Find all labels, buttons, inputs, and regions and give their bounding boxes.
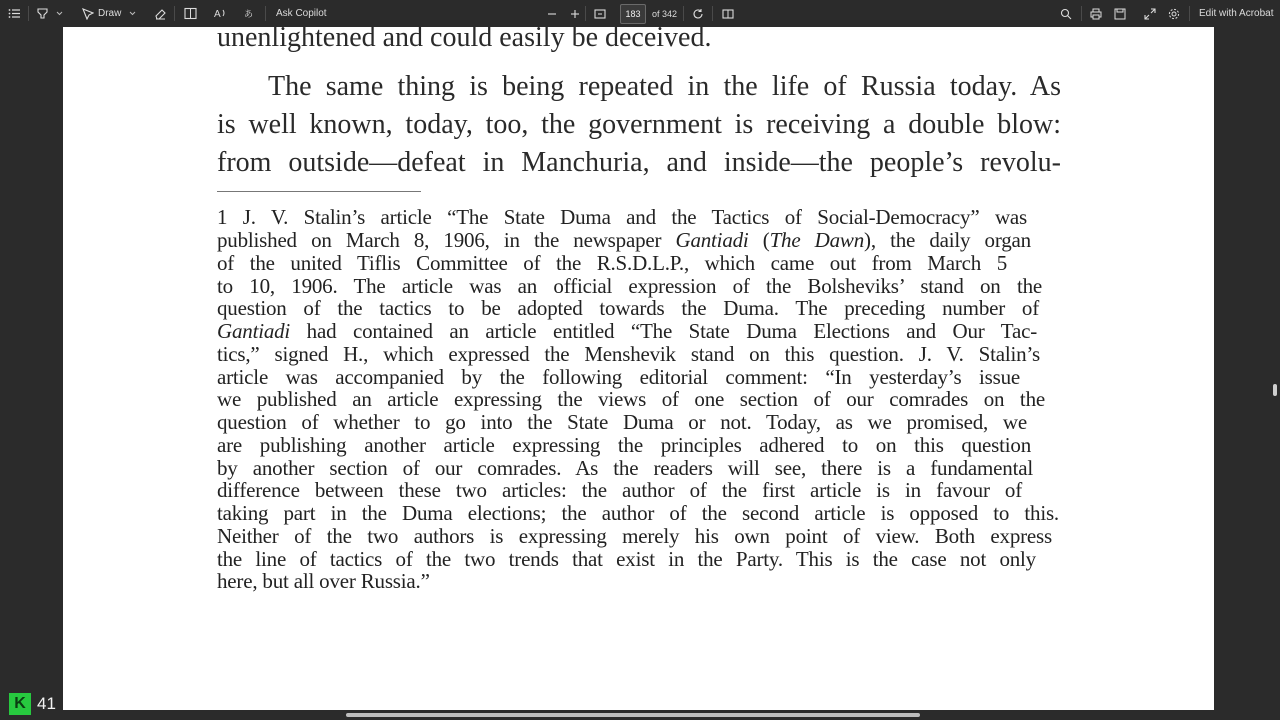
toolbar-divider — [712, 6, 713, 21]
footnote-line — [217, 321, 1037, 342]
zoom-in-icon[interactable] — [570, 0, 580, 27]
page-total-label: of 342 — [652, 8, 678, 19]
footnote-line: we published an article expressing the views of one section of our comrades on the — [217, 387, 1045, 411]
horizontal-scroll-thumb[interactable] — [346, 713, 920, 717]
print-icon[interactable] — [1090, 0, 1102, 27]
draw-label: Draw — [98, 8, 122, 19]
draw-icon — [82, 8, 94, 20]
edit-with-acrobat-label: Edit with Acrobat — [1199, 8, 1274, 19]
footnote-line: by another section of our comrades. As the readers will see, there is a fundamental — [217, 456, 1033, 480]
body-text-line: from outside—defeat in Manchuria, and inside—the people’s revolu- — [217, 147, 1061, 178]
newspaper-translation: The Dawn — [769, 228, 865, 252]
footnote-line: 1 J. V. Stalin’s article “The State Duma and the Tactics of Social-Democracy” was — [217, 205, 1027, 229]
save-icon[interactable] — [1114, 0, 1126, 27]
toolbar — [0, 0, 1280, 27]
chevron-down-icon[interactable] — [56, 0, 63, 27]
search-icon[interactable] — [1060, 0, 1072, 27]
footnote-line: of the united Tiflis Committee of the R.S.D.L.P., which came out from March 5 — [217, 251, 1007, 275]
translate-icon[interactable] — [244, 0, 258, 27]
eraser-icon[interactable] — [154, 0, 167, 27]
footnote-line: difference between these two articles: the author of the first article is in favour of — [217, 478, 1022, 502]
page-number-input[interactable]: 183 — [620, 4, 646, 24]
read-aloud-icon[interactable] — [214, 0, 228, 27]
footnote-line: to 10, 1906. The article was an official expression of the Bolsheviks’ stand on the — [217, 274, 1042, 298]
toolbar-divider — [28, 6, 29, 21]
footnote-line: taking part in the Duma elections; the author of the second article is opposed to this. — [217, 501, 1059, 525]
vertical-scroll-thumb[interactable] — [1273, 384, 1277, 396]
toolbar-divider — [265, 6, 266, 21]
footnote-line: are publishing another article expressing the principles adhered to on this question — [217, 433, 1031, 457]
overlay-badge — [9, 693, 56, 715]
fit-page-icon[interactable] — [594, 0, 606, 27]
rotate-icon[interactable] — [692, 0, 704, 27]
footnote-line: question of whether to go into the State Duma or not. Today, as we promised, we — [217, 410, 1027, 434]
toolbar-divider — [1189, 6, 1190, 21]
footnote-text: published on March 8, 1906, in the newspaper — [217, 228, 676, 252]
zoom-out-icon[interactable] — [547, 0, 557, 27]
footnote-text: had contained an article entitled “The State Duma Elections and Our Tac- — [290, 319, 1037, 343]
draw-button[interactable] — [82, 0, 121, 27]
edit-with-acrobat-button[interactable] — [1199, 0, 1273, 27]
list-icon[interactable] — [8, 0, 21, 27]
footnote-line: the line of tactics of the two trends that exist in the Party. This is the case not only — [217, 547, 1036, 571]
toolbar-divider — [683, 6, 684, 21]
pdf-page[interactable] — [63, 27, 1214, 710]
highlighter-icon[interactable] — [36, 0, 49, 27]
footnote-text: ), the daily organ — [864, 228, 1031, 252]
footnote-line: question of the tactics to be adopted towards the Duma. The preceding number of — [217, 296, 1039, 320]
text-box-icon[interactable] — [184, 0, 197, 27]
fullscreen-icon[interactable] — [1144, 0, 1156, 27]
svg-text:あ: あ — [244, 9, 254, 19]
vertical-scrollbar[interactable] — [1270, 27, 1280, 710]
two-page-icon[interactable] — [722, 0, 734, 27]
footnote-line: here, but all over Russia.” — [217, 569, 430, 593]
badge-count: 41 — [37, 694, 56, 713]
ask-copilot-label: Ask Copilot — [276, 8, 327, 19]
toolbar-divider — [1081, 6, 1082, 21]
chevron-down-icon[interactable] — [129, 0, 136, 27]
toolbar-divider — [585, 6, 586, 21]
footnote-line: Neither of the two authors is expressing merely his own point of view. Both express — [217, 524, 1052, 548]
app-logo-icon: K — [9, 693, 31, 715]
ask-copilot-button[interactable] — [276, 0, 327, 27]
body-text-line: unenlightened and could easily be deceived. — [217, 27, 712, 53]
footnote-text: ( — [748, 228, 770, 252]
toolbar-divider — [174, 6, 175, 21]
newspaper-title: Gantiadi — [675, 228, 749, 252]
horizontal-scrollbar[interactable] — [63, 710, 1214, 720]
body-text-line: The same thing is being repeated in the life of Russia today. As — [268, 71, 1061, 102]
settings-icon[interactable] — [1168, 0, 1180, 27]
newspaper-title: Gantiadi — [217, 319, 291, 343]
footnote-line: tics,” signed H., which expressed the Menshevik stand on this question. J. V. Stalin’s — [217, 342, 1040, 366]
body-text-line: is well known, today, too, the government is receiving a double blow: — [217, 109, 1061, 140]
footnote-line — [217, 230, 1031, 251]
svg-text:A: A — [214, 9, 221, 20]
footnote-line: article was accompanied by the following editorial comment: “In yesterday’s issue — [217, 365, 1020, 389]
footnote-divider — [217, 191, 421, 192]
